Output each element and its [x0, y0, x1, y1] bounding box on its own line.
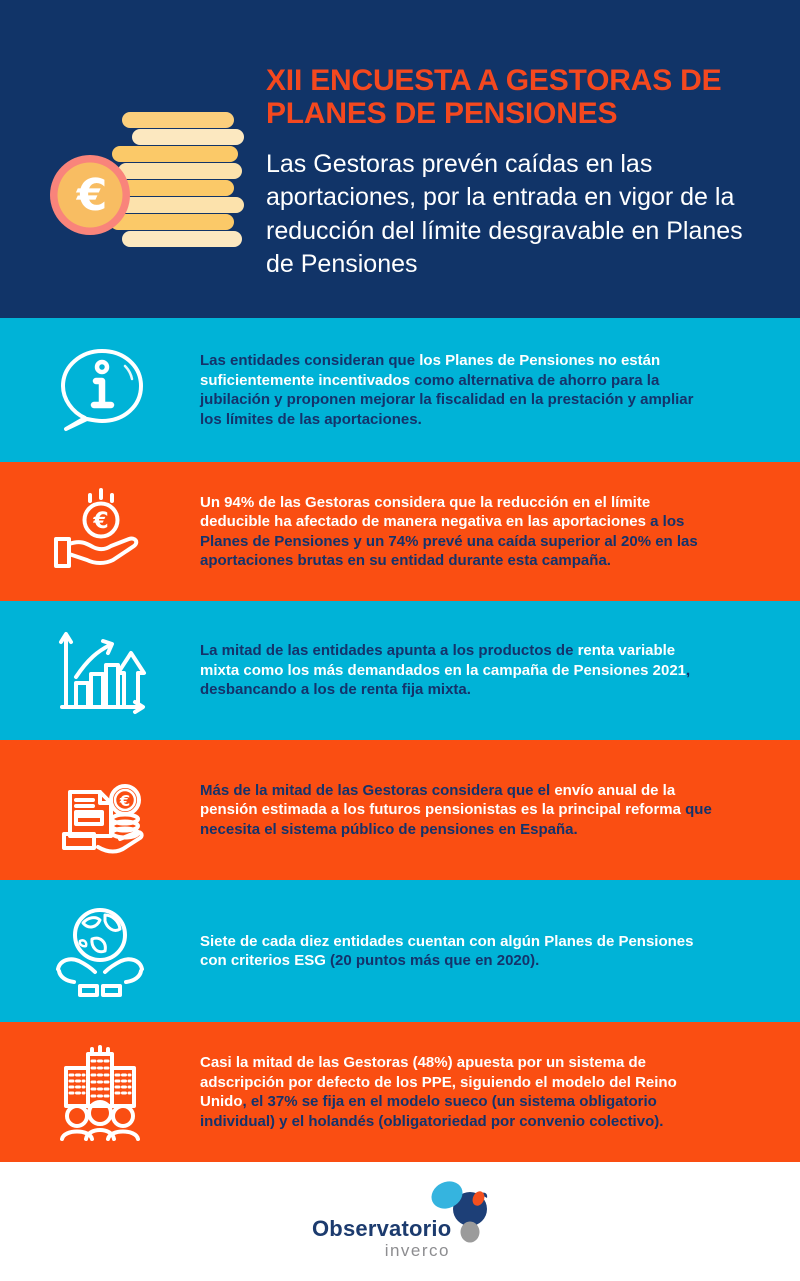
band-text [200, 493, 715, 571]
text-segment: La mitad de las entidades apunta a los productos de [200, 642, 578, 660]
band-text [200, 641, 715, 700]
hand-euro-coin-icon [0, 482, 200, 582]
text-segment: Más de la mitad de las Gestoras considera que el [200, 781, 555, 799]
text-segment: Un 94% de las Gestoras considera que la reducción en el límite deducible ha afectado de manera negativa en las aportaciones [200, 493, 651, 530]
euro-coin-stack-icon [38, 112, 248, 247]
svg-text:€: € [119, 792, 131, 810]
globe-hands-icon [0, 901, 200, 1001]
info-speech-bubble-icon [0, 340, 200, 440]
band-deduction-limit [0, 462, 800, 601]
text-segment: , desbancando a los de renta fija mixta. [200, 661, 691, 699]
text-segment: renta variable mixta como los más demandados en la campaña de Pensiones 2021 [200, 642, 687, 679]
band-text [200, 781, 715, 840]
band-esg [0, 880, 800, 1022]
document-coins-hand-icon [0, 760, 200, 860]
text-segment: Las entidades consideran que [200, 352, 420, 369]
svg-text:€: € [76, 170, 108, 221]
band-pension-letter [0, 740, 800, 880]
text-segment: a los Planes de Pensiones y un 74% prevé una caída superior al 20% en las aportaciones brutas en su entidad durante esta campaña. [200, 513, 698, 569]
brand-subname: inverco [384, 1241, 450, 1260]
band-incentives [0, 318, 800, 462]
header [0, 0, 800, 318]
band-ppe-models [0, 1022, 800, 1162]
footer [0, 1162, 800, 1281]
text-segment: que necesita el sistema público de pensiones en España. [200, 801, 712, 838]
brand-name: Observatorio [312, 1216, 452, 1241]
band-text [200, 351, 715, 429]
text-segment: Siete de cada diez entidades cuentan con algún Planes de Pensiones con criterios ESG [200, 932, 694, 969]
text-segment: (20 puntos más que en 2020). [325, 952, 540, 969]
text-segment: envío anual de la pensión estimada a los futuros pensionistas es la principal reforma [200, 781, 681, 819]
text-segment: como alternativa de ahorro para la jubilación y proponen mejorar la fiscalidad en la prestación y ampliar los límites de las aportaciones. [200, 371, 694, 428]
band-product-demand [0, 601, 800, 740]
text-segment: , el 37% se fija en el modelo sueco (un sistema obligatorio individual) y el holandés (obligatoriedad por convenio colectivo). [200, 1093, 664, 1130]
buildings-people-icon [0, 1042, 200, 1142]
text-segment: Casi la mitad de las Gestoras (48%) apuesta por un sistema de adscripción por defecto de los PPE, siguiendo el modelo del Reino Unido [200, 1054, 677, 1110]
observatorio-inverco-logo-icon [428, 1178, 508, 1250]
svg-text:€: € [93, 508, 109, 534]
page-subtitle: Las Gestoras prevén caídas en las aportaciones, por la entrada en vigor de la reducción del límite desgravable en Planes de Pensiones [266, 150, 743, 278]
growth-chart-icon [0, 621, 200, 721]
page-title: XII ENCUESTA A GESTORAS DE PLANES DE PENSIONES [266, 64, 722, 130]
band-text [200, 1053, 715, 1131]
band-text [200, 932, 715, 971]
text-segment: los Planes de Pensiones no están suficientemente incentivados [200, 352, 661, 389]
